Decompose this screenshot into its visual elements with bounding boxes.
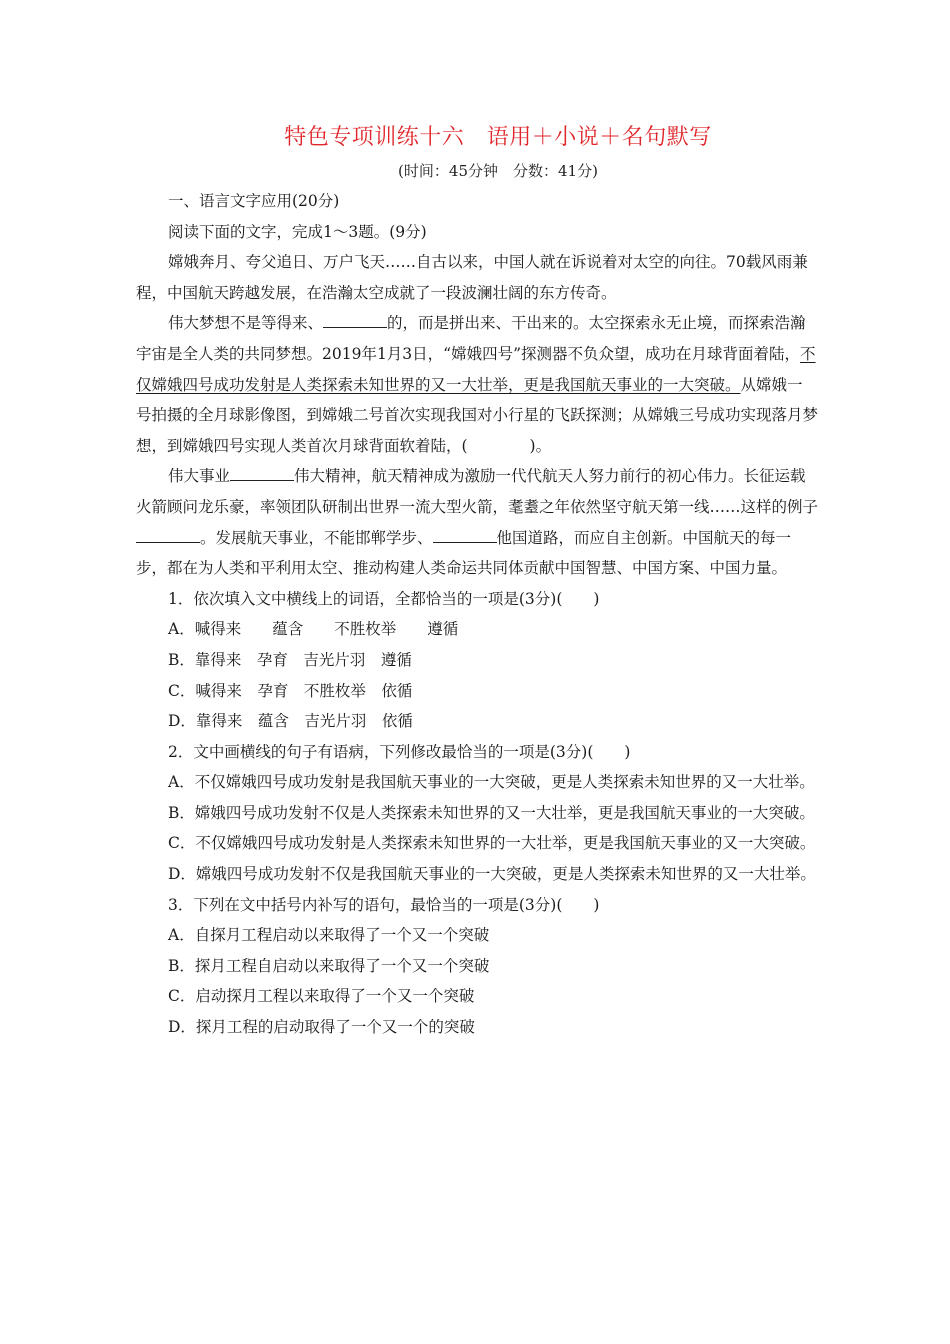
- question-3-stem: 3．下列在文中括号内补写的语句，最恰当的一项是(3分)( ): [168, 895, 600, 914]
- para3-text-d: 他国道路，而应自主创新。中国航天的每一步，都在为人类和平利用太空、推动构建人类命运共同体贡献中国智慧、中国方案、中国力量。: [136, 528, 792, 578]
- passage-paragraph-1: 嫦娥奔月、夸父追日、万户飞天……自古以来，中国人就在诉说着对太空的向往。70载风雨兼程，中国航天跨越发展，在浩瀚太空成就了一段波澜壮阔的东方传奇。: [136, 253, 808, 302]
- question-2-option-c: C．不仅嫦娥四号成功发射是人类探索未知世界的一大壮举，更是我国航天事业的又一大突破。: [168, 834, 816, 853]
- page-subtitle: (时间：45分钟 分数：41分): [398, 162, 598, 180]
- fill-blank-3: [136, 528, 200, 543]
- para3-text-c: 。发展航天事业，不能邯郸学步、: [200, 528, 433, 547]
- passage-paragraph-3: [136, 461, 818, 583]
- question-2-stem: 2．文中画横线的句子有语病，下列修改最恰当的一项是(3分)( ): [168, 742, 631, 761]
- section-heading: 一、语言文字应用(20分): [168, 192, 340, 210]
- question-3-option-d: D．探月工程的启动取得了一个又一个的突破: [168, 1018, 475, 1037]
- question-2-option-d: D．嫦娥四号成功发射不仅是我国航天事业的一大突破，更是人类探索未知世界的又一大壮举。: [168, 865, 816, 884]
- question-1-option-d: D．靠得来 蕴含 吉光片羽 依循: [168, 712, 413, 731]
- para3-text-b: 伟大精神，航天精神成为激励一代代航天人努力前行的初心伟力。长征运载火箭顾问龙乐豪，率领团队研制出世界一流大型火箭，耄耋之年依然坚守航天第一线……这样的例子: [136, 467, 819, 516]
- question-3-option-b: B．探月工程自启动以来取得了一个又一个突破: [168, 956, 490, 975]
- underlined-sentence: 不仅嫦娥四号成功发射是人类探索未知世界的又一大壮举，更是我国航天事业的一大突破。: [136, 344, 816, 394]
- question-2-option-a: A．不仅嫦娥四号成功发射是我国航天事业的一大突破，更是人类探索未知世界的又一大壮举。: [168, 773, 815, 792]
- fill-blank-1: [323, 313, 387, 328]
- section-instruction: 阅读下面的文字，完成1～3题。(9分): [168, 222, 427, 241]
- fill-blank-2: [230, 466, 294, 481]
- para3-text-a: 伟大事业: [168, 467, 231, 486]
- question-2-option-b: B．嫦娥四号成功发射不仅是人类探索未知世界的又一大壮举，更是我国航天事业的一大突破。: [168, 803, 815, 822]
- page-title: 特色专项训练十六 语用＋小说＋名句默写: [284, 125, 712, 150]
- question-3-option-c: C．启动探月工程以来取得了一个又一个突破: [168, 987, 475, 1006]
- document-body: [136, 186, 818, 1043]
- question-1-option-c: C．喊得来 孕育 不胜枚举 依循: [168, 681, 413, 700]
- para2-text-c: 从嫦娥一号拍摄的全月球影像图，到嫦娥二号首次实现我国对小行星的飞跃探测；从嫦娥三号成功实现落月梦想，到嫦娥四号实现人类首次月球背面软着陆，( )。: [136, 375, 819, 455]
- question-3-option-a: A．自探月工程启动以来取得了一个又一个突破: [168, 926, 490, 945]
- para2-text-b: 的，而是拼出来、干出来的。太空探索永无止境，而探索浩瀚宇宙是全人类的共同梦想。2019年1月3日，“嫦娥四号”探测器不负众望，成功在月球背面着陆，: [136, 314, 806, 363]
- passage-paragraph-2: [136, 308, 818, 461]
- para2-text-a: 伟大梦想不是等得来、: [168, 314, 324, 333]
- question-1-stem: 1．依次填入文中横线上的词语，全都恰当的一项是(3分)( ): [168, 589, 600, 608]
- question-1-option-a: A．喊得来 蕴含 不胜枚举 遵循: [168, 620, 459, 639]
- fill-blank-4: [433, 528, 497, 543]
- question-1-option-b: B．靠得来 孕育 吉光片羽 遵循: [168, 650, 412, 669]
